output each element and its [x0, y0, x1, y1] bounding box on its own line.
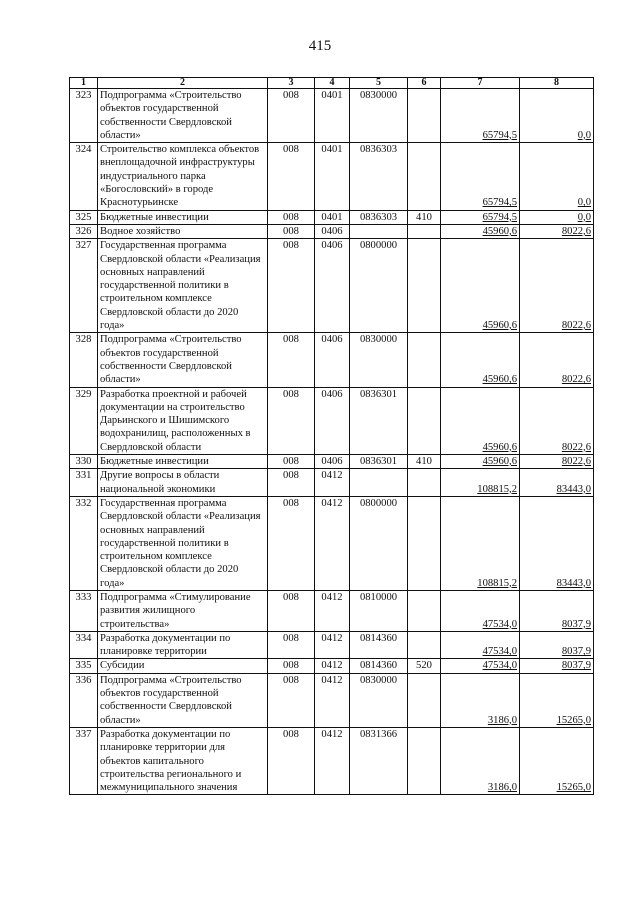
row-name-cell: Бюджетные инвестиции: [98, 455, 268, 469]
row-expense-type-cell: [408, 239, 441, 333]
row-number-cell: 325: [70, 210, 98, 224]
row-name-cell: Государственная программа Свердловской области «Реализация основных направлений государственной политики в строительном комплексе Свердловской области до 2020 года»: [98, 496, 268, 590]
row-amount-col7-cell: [441, 239, 520, 333]
row-number-cell: 332: [70, 496, 98, 590]
row-ministry-code-cell: 008: [268, 590, 315, 631]
amount-value: 108815,2: [477, 483, 517, 495]
row-expense-type-cell: [408, 590, 441, 631]
row-number-cell: 337: [70, 727, 98, 794]
row-name-cell: Подпрограмма «Стимулирование развития жилищного строительства»: [98, 590, 268, 631]
header-cell-5: 5: [350, 78, 408, 89]
row-expense-type-cell: [408, 89, 441, 143]
header-cell-4: 4: [315, 78, 350, 89]
row-target-code-cell: 0814360: [350, 659, 408, 673]
amount-value: 0,0: [577, 211, 591, 223]
amount-value: 15265,0: [556, 714, 591, 726]
amount-value: 3186,0: [487, 714, 517, 726]
row-section-code-cell: 0401: [315, 210, 350, 224]
row-target-code-cell: [350, 469, 408, 497]
row-ministry-code-cell: 008: [268, 727, 315, 794]
row-ministry-code-cell: 008: [268, 210, 315, 224]
row-amount-col8-cell: [520, 143, 594, 210]
amount-value: 8022,6: [561, 456, 591, 468]
amount-value: 0,0: [577, 129, 591, 141]
row-section-code-cell: 0412: [315, 631, 350, 659]
row-section-code-cell: 0412: [315, 727, 350, 794]
row-number-cell: 328: [70, 333, 98, 387]
amount-value: 83443,0: [556, 483, 591, 495]
row-expense-type-cell: 520: [408, 659, 441, 673]
amount-value: 45960,6: [482, 320, 517, 332]
row-number-cell: 330: [70, 455, 98, 469]
row-section-code-cell: 0406: [315, 224, 350, 238]
row-amount-col8-cell: [520, 387, 594, 454]
row-expense-type-cell: [408, 333, 441, 387]
row-target-code-cell: 0830000: [350, 333, 408, 387]
table-row: [70, 673, 594, 727]
amount-value: 83443,0: [556, 577, 591, 589]
row-number-cell: 324: [70, 143, 98, 210]
row-number-cell: 333: [70, 590, 98, 631]
row-ministry-code-cell: 008: [268, 673, 315, 727]
row-target-code-cell: [350, 224, 408, 238]
row-amount-col8-cell: [520, 224, 594, 238]
table-row: [70, 89, 594, 143]
row-amount-col8-cell: [520, 333, 594, 387]
row-amount-col8-cell: [520, 673, 594, 727]
row-amount-col8-cell: [520, 455, 594, 469]
table-row: [70, 496, 594, 590]
table-body: [70, 78, 594, 795]
row-ministry-code-cell: 008: [268, 143, 315, 210]
table-row: [70, 387, 594, 454]
row-section-code-cell: 0412: [315, 590, 350, 631]
table-row: [70, 333, 594, 387]
row-target-code-cell: 0836303: [350, 210, 408, 224]
row-ministry-code-cell: 008: [268, 455, 315, 469]
amount-value: 8037,9: [561, 646, 591, 658]
table-row: [70, 224, 594, 238]
row-amount-col7-cell: [441, 673, 520, 727]
row-number-cell: 327: [70, 239, 98, 333]
row-amount-col7-cell: [441, 387, 520, 454]
row-name-cell: Разработка проектной и рабочей документации на строительство Дарьинского и Шишимского водохранилищ, расположенных в Свердловской области: [98, 387, 268, 454]
table-row: [70, 239, 594, 333]
row-expense-type-cell: [408, 224, 441, 238]
header-cell-2: 2: [98, 78, 268, 89]
row-section-code-cell: 0406: [315, 387, 350, 454]
amount-value: 45960,6: [482, 441, 517, 453]
amount-value: 8037,9: [561, 618, 591, 630]
row-amount-col8-cell: [520, 210, 594, 224]
amount-value: 65794,5: [482, 211, 517, 223]
row-name-cell: Государственная программа Свердловской области «Реализация основных направлений государственной политики в строительном комплексе Свердловской области до 2020 года»: [98, 239, 268, 333]
row-section-code-cell: 0406: [315, 333, 350, 387]
row-amount-col8-cell: [520, 239, 594, 333]
row-amount-col7-cell: [441, 143, 520, 210]
row-amount-col7-cell: [441, 455, 520, 469]
row-name-cell: Строительство комплекса объектов внеплощадочной инфраструктуры индустриального парка «Богословский» в городе Краснотурьинске: [98, 143, 268, 210]
row-number-cell: 326: [70, 224, 98, 238]
amount-value: 45960,6: [482, 225, 517, 237]
row-amount-col8-cell: [520, 727, 594, 794]
table-row: [70, 727, 594, 794]
row-expense-type-cell: [408, 387, 441, 454]
row-section-code-cell: 0406: [315, 239, 350, 333]
table-row: [70, 455, 594, 469]
row-amount-col7-cell: [441, 727, 520, 794]
row-name-cell: Другие вопросы в области национальной экономики: [98, 469, 268, 497]
amount-value: 8022,6: [561, 320, 591, 332]
row-name-cell: Подпрограмма «Строительство объектов государственной собственности Свердловской области»: [98, 333, 268, 387]
row-expense-type-cell: [408, 143, 441, 210]
header-cell-7: 7: [441, 78, 520, 89]
row-target-code-cell: 0830000: [350, 89, 408, 143]
row-expense-type-cell: [408, 631, 441, 659]
row-expense-type-cell: [408, 727, 441, 794]
row-target-code-cell: 0836303: [350, 143, 408, 210]
row-number-cell: 334: [70, 631, 98, 659]
amount-value: 65794,5: [482, 129, 517, 141]
row-target-code-cell: 0800000: [350, 239, 408, 333]
row-amount-col7-cell: [441, 224, 520, 238]
row-ministry-code-cell: 008: [268, 496, 315, 590]
row-target-code-cell: 0800000: [350, 496, 408, 590]
row-number-cell: 335: [70, 659, 98, 673]
amount-value: 8037,9: [561, 660, 591, 672]
row-amount-col7-cell: [441, 333, 520, 387]
row-amount-col8-cell: [520, 469, 594, 497]
amount-value: 65794,5: [482, 197, 517, 209]
table-row: [70, 143, 594, 210]
row-expense-type-cell: 410: [408, 210, 441, 224]
amount-value: 45960,6: [482, 456, 517, 468]
amount-value: 8022,6: [561, 225, 591, 237]
row-expense-type-cell: [408, 469, 441, 497]
row-amount-col7-cell: [441, 210, 520, 224]
row-name-cell: Подпрограмма «Строительство объектов государственной собственности Свердловской области»: [98, 673, 268, 727]
amount-value: 45960,6: [482, 374, 517, 386]
row-ministry-code-cell: 008: [268, 387, 315, 454]
row-amount-col7-cell: [441, 631, 520, 659]
row-ministry-code-cell: 008: [268, 89, 315, 143]
row-name-cell: Субсидии: [98, 659, 268, 673]
row-ministry-code-cell: 008: [268, 239, 315, 333]
row-target-code-cell: 0810000: [350, 590, 408, 631]
row-ministry-code-cell: 008: [268, 224, 315, 238]
row-section-code-cell: 0401: [315, 89, 350, 143]
amount-value: 47534,0: [482, 660, 517, 672]
row-target-code-cell: 0814360: [350, 631, 408, 659]
table-row: [70, 210, 594, 224]
row-section-code-cell: 0412: [315, 469, 350, 497]
amount-value: 47534,0: [482, 618, 517, 630]
row-section-code-cell: 0412: [315, 496, 350, 590]
row-expense-type-cell: [408, 496, 441, 590]
header-cell-6: 6: [408, 78, 441, 89]
row-ministry-code-cell: 008: [268, 659, 315, 673]
row-amount-col7-cell: [441, 469, 520, 497]
row-target-code-cell: 0836301: [350, 387, 408, 454]
row-amount-col7-cell: [441, 659, 520, 673]
header-row: [70, 78, 594, 89]
row-name-cell: Подпрограмма «Строительство объектов государственной собственности Свердловской области»: [98, 89, 268, 143]
table-row: [70, 631, 594, 659]
row-ministry-code-cell: 008: [268, 333, 315, 387]
row-amount-col8-cell: [520, 659, 594, 673]
row-number-cell: 323: [70, 89, 98, 143]
row-name-cell: Разработка документации по планировке территории: [98, 631, 268, 659]
row-number-cell: 331: [70, 469, 98, 497]
amount-value: 8022,6: [561, 374, 591, 386]
table-row: [70, 659, 594, 673]
row-name-cell: Разработка документации по планировке территории для объектов капитального строительства регионального и межмуниципального значения: [98, 727, 268, 794]
row-amount-col7-cell: [441, 89, 520, 143]
row-section-code-cell: 0412: [315, 673, 350, 727]
row-ministry-code-cell: 008: [268, 631, 315, 659]
amount-value: 8022,6: [561, 441, 591, 453]
row-target-code-cell: 0830000: [350, 673, 408, 727]
row-section-code-cell: 0401: [315, 143, 350, 210]
amount-value: 108815,2: [477, 577, 517, 589]
row-target-code-cell: 0831366: [350, 727, 408, 794]
row-amount-col7-cell: [441, 496, 520, 590]
row-ministry-code-cell: 008: [268, 469, 315, 497]
row-target-code-cell: 0836301: [350, 455, 408, 469]
table-row: [70, 469, 594, 497]
row-amount-col8-cell: [520, 89, 594, 143]
header-cell-3: 3: [268, 78, 315, 89]
row-name-cell: Бюджетные инвестиции: [98, 210, 268, 224]
header-cell-8: 8: [520, 78, 594, 89]
row-amount-col7-cell: [441, 590, 520, 631]
amount-value: 0,0: [577, 197, 591, 209]
row-expense-type-cell: [408, 673, 441, 727]
page-number: 415: [308, 38, 332, 54]
row-section-code-cell: 0406: [315, 455, 350, 469]
header-cell-1: 1: [70, 78, 98, 89]
row-expense-type-cell: 410: [408, 455, 441, 469]
row-name-cell: Водное хозяйство: [98, 224, 268, 238]
amount-value: 3186,0: [487, 782, 517, 794]
row-amount-col8-cell: [520, 631, 594, 659]
row-amount-col8-cell: [520, 496, 594, 590]
row-section-code-cell: 0412: [315, 659, 350, 673]
row-amount-col8-cell: [520, 590, 594, 631]
amount-value: 15265,0: [556, 782, 591, 794]
table-row: [70, 590, 594, 631]
row-number-cell: 336: [70, 673, 98, 727]
row-number-cell: 329: [70, 387, 98, 454]
budget-table: [69, 77, 594, 795]
amount-value: 47534,0: [482, 646, 517, 658]
